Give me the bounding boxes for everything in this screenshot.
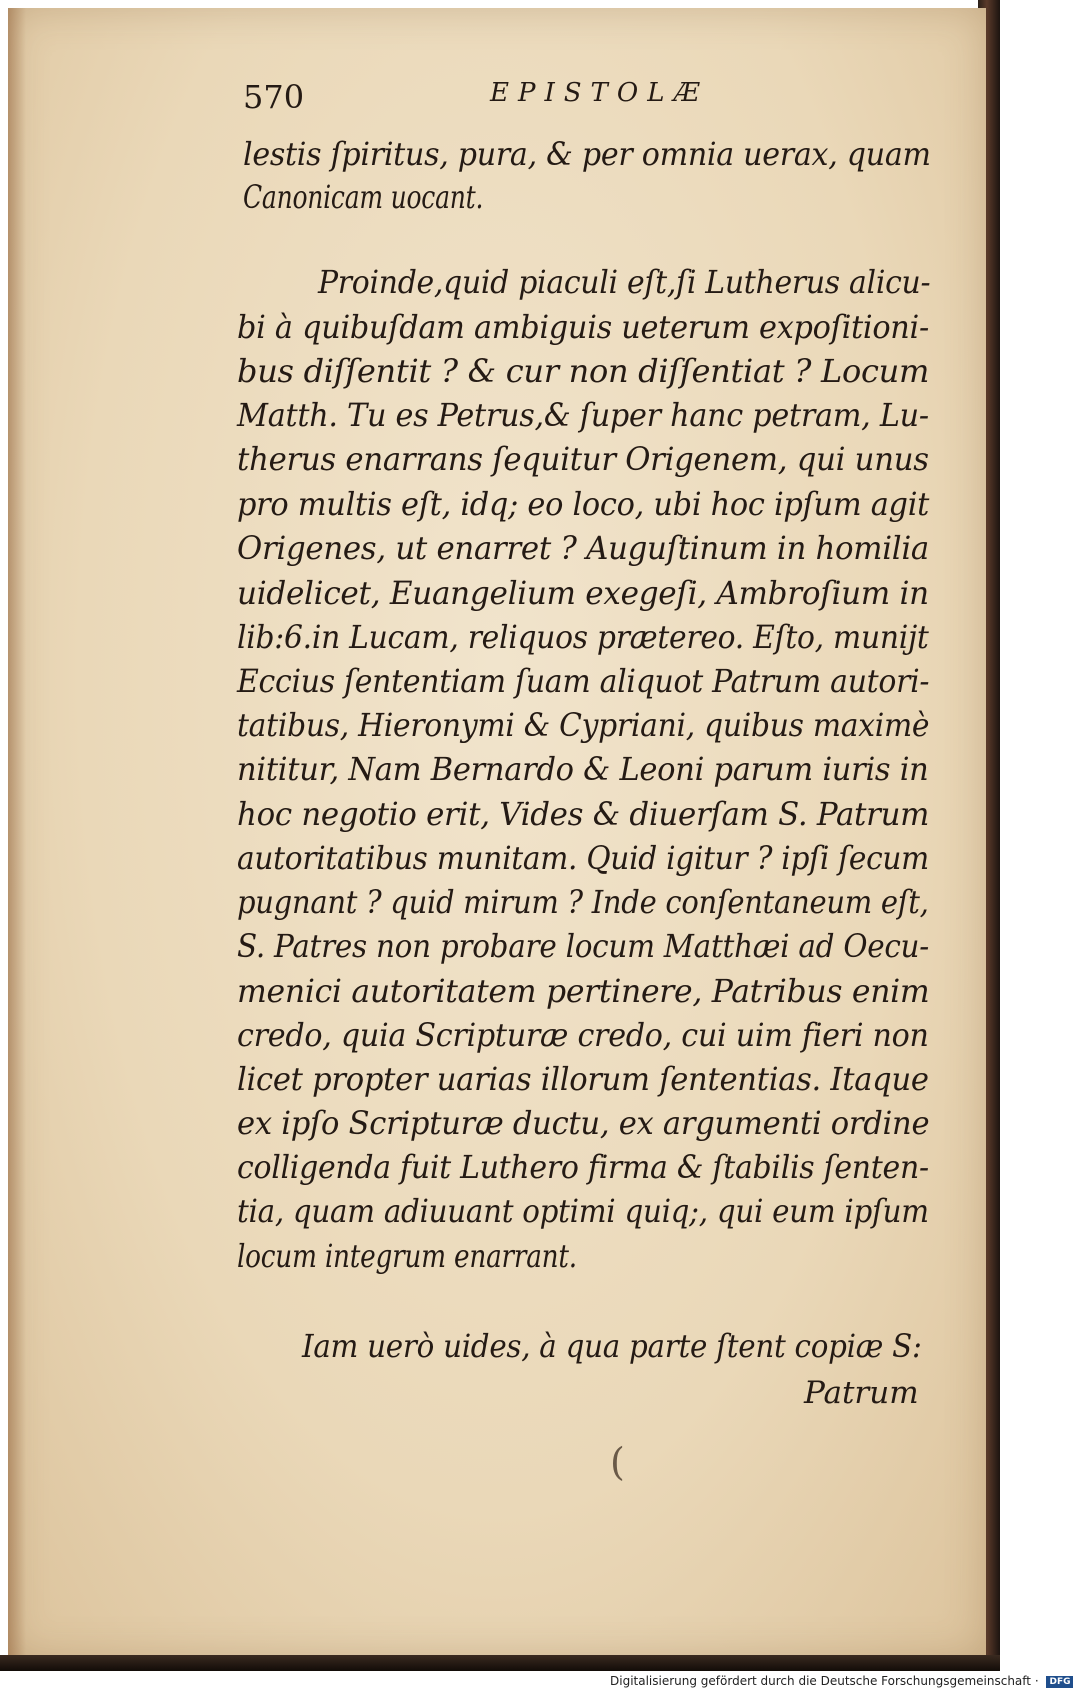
text-line: menici autoritatem pertinere, Patribus enim xyxy=(237,972,930,1010)
credit-text: Digitalisierung gefördert durch die Deutsche Forschungsgemeinschaft · xyxy=(610,1674,1039,1688)
text-line: tatibus, Hieronymi & Cypriani, quibus maximè xyxy=(237,706,930,744)
text-line: credo, quia Scripturæ credo, cui uim fieri non xyxy=(237,1016,929,1054)
text-line: Matth. Tu es Petrus,& ſuper hanc petram, Lu- xyxy=(237,396,929,434)
text-line: Canonicam uocant. xyxy=(243,178,484,216)
text-line: uidelicet, Euangelium exegeſi, Ambroſium in xyxy=(237,574,929,612)
text-line: tia, quam adiuuant optimi quiq;, qui eum ipſum xyxy=(237,1192,929,1230)
running-header xyxy=(243,78,709,116)
running-title: EPISTOLÆ xyxy=(490,78,709,108)
text-line: ex ipſo Scripturæ ductu, ex argumenti ordine xyxy=(237,1104,930,1142)
page-gutter-shadow xyxy=(8,8,26,1658)
text-line: therus enarrans ſequitur Origenem, qui unus xyxy=(237,440,929,478)
text-line: colligenda fuit Luthero firma & ſtabilis ſenten- xyxy=(237,1148,929,1186)
text-line: lestis ſpiritus, pura, & per omnia uerax, quam xyxy=(243,135,931,173)
dfg-logo: DFG xyxy=(1046,1676,1073,1688)
text-line: lib:6.in Lucam, reliquos prætereo. Eſto, munijt xyxy=(237,618,929,656)
text-line: hoc negotio erit, Vides & diuerſam S. Patrum xyxy=(237,795,930,833)
text-line: autoritatibus munitam. Quid igitur ? ipſi ſecum xyxy=(237,839,929,877)
text-line: pro multis eſt, idq; eo loco, ubi hoc ipſum agit xyxy=(237,485,930,523)
text-line: nititur, Nam Bernardo & Leoni parum iuris in xyxy=(237,750,929,788)
text-line: pugnant ? quid mirum ? Inde conſentaneum eſt, xyxy=(237,883,929,921)
book-bottom-edge xyxy=(0,1655,1000,1671)
text-line: licet propter uarias illorum ſententias. Itaque xyxy=(237,1060,929,1098)
text-line: bi à quibuſdam ambiguis ueterum expoſitioni- xyxy=(237,308,929,346)
text-line: bus diſſentit ? & cur non diſſentiat ? Locum xyxy=(237,352,930,390)
text-line: Iam uerò uides, à qua parte ſtent copiæ S: xyxy=(302,1327,922,1365)
digitization-credit xyxy=(610,1674,1073,1688)
text-line: Origenes, ut enarret ? Auguſtinum in homilia xyxy=(237,529,929,567)
text-line: Eccius ſententiam ſuam aliquot Patrum autori- xyxy=(237,662,930,700)
text-line: locum integrum enarrant. xyxy=(237,1237,577,1275)
page-number: 570 xyxy=(243,78,305,116)
margin-mark: ( xyxy=(610,1440,625,1484)
text-line: S. Patres non probare locum Matthæi ad Oecu- xyxy=(237,927,929,965)
text-line: Proinde,quid piaculi eſt,ſi Lutherus alicu- xyxy=(318,263,931,301)
catchword: Patrum xyxy=(804,1375,919,1411)
